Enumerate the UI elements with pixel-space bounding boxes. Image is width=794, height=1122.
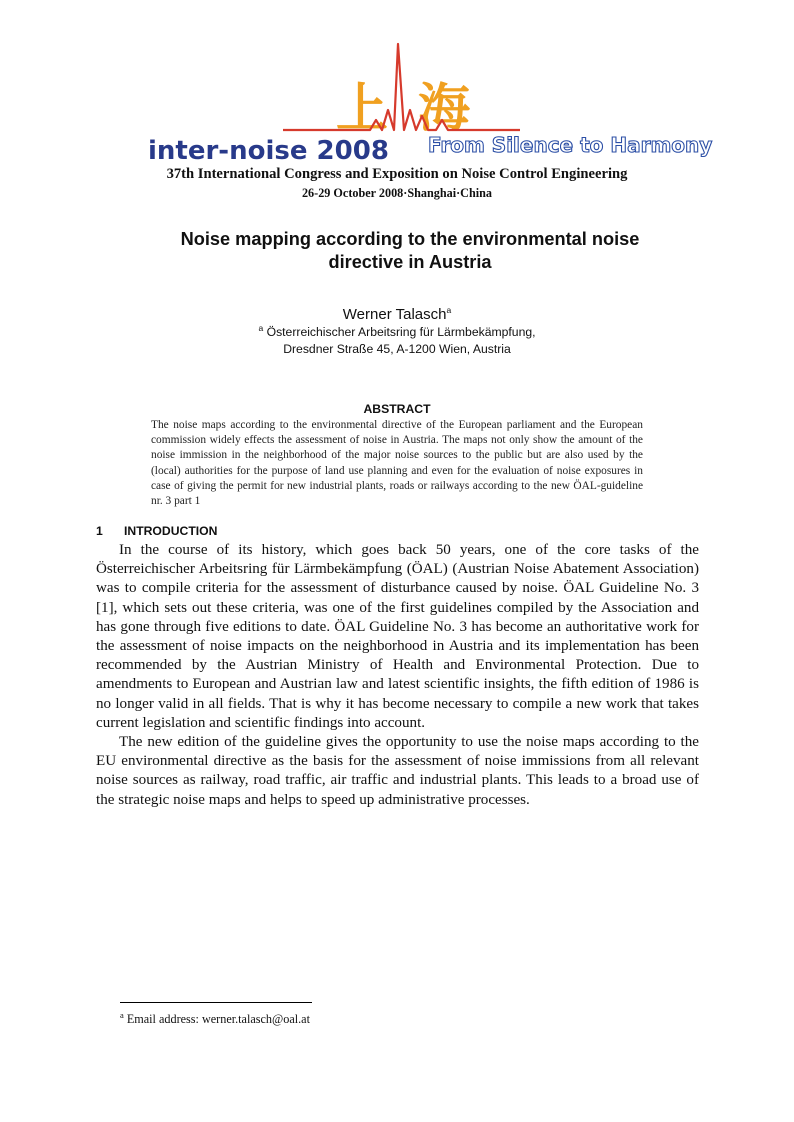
paragraph: In the course of its history, which goes back 50 years, one of the core tasks of the Österreichischer Arbeitsring für Lärmbekämpfung (ÖAL) (Austrian Noise Abatement Association) was to compile criteria for the assessment of disturbance caused by noise. ÖAL Guideline No. 3 [1], which sets out these criteria, was one of the first guidelines compiled by the Association and has gone through five editions to date. ÖAL Guideline No. 3 has become an authoritative work for the assessment of noise impacts on the neighborhood in Austria and its implementation has been recommended by the Austrian Ministry of Health and Environmental Protection. Due to amendments to European and Austrian law and latest scientific insights, the fifth edition of 1986 is no longer valid in all fields. That is why it has become necessary to compile a new work that takes current legislation and scientific findings into account. xyxy=(96,542,699,731)
paper-title xyxy=(120,228,700,274)
section-body xyxy=(96,541,699,810)
conference-date-location: 26-29 October 2008·Shanghai·China xyxy=(301,186,493,200)
logo-brand-text: inter-noise 2008 xyxy=(148,136,389,166)
abstract-heading: ABSTRACT xyxy=(363,402,431,416)
footnote-separator xyxy=(120,1002,312,1003)
footnote-text: Email address: werner.talasch@oal.at xyxy=(126,1012,310,1026)
section-heading xyxy=(96,524,217,538)
affiliation-line1: $^a$ Österreichischer Arbeitsring für Lärmbekämpfung, xyxy=(258,322,536,339)
affiliation xyxy=(0,324,794,358)
paper-title-line1: Noise mapping according to the environmental noise xyxy=(180,229,640,249)
affiliation-sup: a xyxy=(258,322,264,333)
conference-name: 37th International Congress and Exposition on Noise Control Engineering xyxy=(166,166,628,182)
author xyxy=(0,306,794,323)
footnote xyxy=(120,1009,310,1027)
section-number: 1 xyxy=(96,524,103,538)
section-title: INTRODUCTION xyxy=(124,524,218,538)
abstract-text: The noise maps according to the environmental directive of the European parliament and the European commission widely effects the assessment of noise in Austria. The maps not only show the amount of the noise immission in the neighborhood of the major noise sources to the public but are also used by the (local) authorities for the purpose of land use planning and even for the evaluation of noise exposures in case of giving the permit for new industrial plants, roads or railways according to the new ÖAL-guideline nr. 3 part 1 xyxy=(151,419,643,508)
author-sup: a xyxy=(446,305,452,315)
logo-chinese-text: 上海 xyxy=(336,79,501,139)
logo-slogan-text: From Silence to Harmony xyxy=(428,133,713,157)
affiliation-line2: Dresdner Straße 45, A-1200 Wien, Austria xyxy=(283,342,511,356)
paper-title-line2: directive in Austria xyxy=(328,252,492,272)
inter-noise-2008-logo xyxy=(140,40,713,170)
author-name: Werner Talasch xyxy=(342,306,447,323)
footnote-marker: a xyxy=(120,1009,124,1020)
paragraph: The new edition of the guideline gives the opportunity to use the noise maps according to the EU environmental directive as the basis for the assessment of noise immissions from all relevant noise sources as railway, road traffic, air traffic and industrial plants. This leads to a broad use of the strategic noise maps and helps to speed up administrative processes. xyxy=(96,734,699,808)
